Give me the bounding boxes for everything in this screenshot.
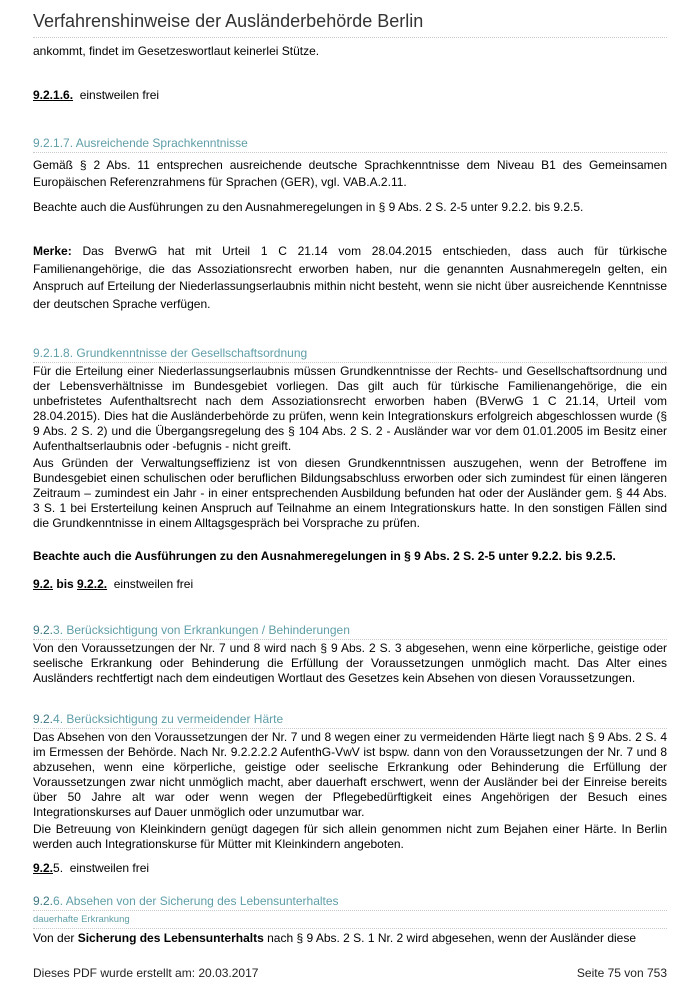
text-before: Von der [33, 931, 75, 945]
paragraph-lebensunterhalt [33, 930, 667, 947]
section-text: einstweilen frei [69, 861, 150, 875]
range-start: 9.2. [33, 577, 54, 591]
heading-9-2-6 [33, 894, 667, 911]
paragraph-haerte: Das Absehen von den Voraussetzungen der Nr. 7 und 8 wegen einer zu vermeidenden Härte liegt nach § 9 Abs. 2 S. 4 im Ermessen der Behörde. Nach Nr. 9.2.2.2.2 AufenthG-VwV ist bspw. dann von den Voraussetzungen der Nr. 7 und 8 abzusehen, wenn eine körperliche, geistige oder seelische Erkrankung oder Behinderung die Erfüllung der Voraussetzungen zwar nicht unmöglich macht, aber dauerhaft erschwert, wenn der Ausländer bei der Einreise bereits über 50 Jahre alt war oder wenn wegen der Pflegebedürftigkeit eines Angehörigen der Besuch eines Integrationskurses auf Dauer unmöglich oder unzumutbar war. [33, 730, 667, 819]
heading-number: 9.2. [33, 894, 54, 908]
section-9-2-to-9-2-2 [33, 576, 667, 593]
section-text: einstweilen frei [79, 88, 160, 102]
section-9-2-1-6 [33, 87, 667, 104]
note-text: Das BverwG hat mit Urteil 1 C 21.14 vom 28.04.2015 entschieden, dass auch für türkische Familienangehörige, die das Assoziationsrecht erworben haben, nur die genannten Ausnahmeregeln gelten, ein Anspruch auf Erteilung der Niederlassungserlaubnis mithin nicht besteht, wenn sie nicht über ausreichende Kenntnisse der deutschen Sprache verfügen. [33, 244, 667, 311]
range-bis: bis [56, 577, 74, 591]
subheading-dauerhafte-erkrankung: dauerhafte Erkrankung [33, 914, 667, 929]
footer-page-number: Seite 75 von 753 [576, 966, 667, 980]
paragraph-sprachkenntnisse: Gemäß § 2 Abs. 11 entsprechen ausreichende deutsche Sprachkenntnisse dem Niveau B1 des Gemeinsamen Europäischen Referenzrahmens für Sprachen (GER), vgl. VAB.A.2.11. [33, 158, 667, 189]
heading-title: 4. Berücksichtigung zu vermeidender Härte [53, 712, 284, 726]
heading-9-2-4 [33, 712, 667, 729]
section-9-2-5 [33, 860, 667, 877]
heading-9-2-1-7: 9.2.1.7. Ausreichende Sprachkenntnisse [33, 136, 667, 153]
page-title: Verfahrenshinweise der Ausländerbehörde Berlin [33, 11, 424, 31]
heading-9-2-3 [33, 623, 667, 640]
heading-9-2-1-8: 9.2.1.8. Grundkenntnisse der Gesellschaftsordnung [33, 346, 667, 363]
range-end: 9.2.2. [77, 577, 108, 591]
footer-created-date: Dieses PDF wurde erstellt am: 20.03.2017 [33, 966, 259, 980]
title-divider [33, 37, 667, 38]
range-text: einstweilen frei [113, 577, 194, 591]
note-merke [33, 243, 667, 313]
text-after: nach § 9 Abs. 2 S. 1 Nr. 2 wird abgesehen, wenn der Ausländer diese [267, 931, 637, 945]
paragraph-erkrankungen: Von den Voraussetzungen der Nr. 7 und 8 wird nach § 9 Abs. 2 S. 3 abgesehen, wenn eine körperliche, geistige oder seelische Erkrankung oder Behinderung die Erfüllung der Voraussetzungen unmöglich macht. Das Alter eines Ausländers rechtfertigt nach dem eindeutigen Wortlaut des Gesetzes kein Absehen von diesen Voraussetzungen. [33, 641, 667, 685]
section-number: 9.2. [33, 861, 54, 875]
section-number-suffix: 5. [53, 861, 64, 875]
heading-number: 9.2. [33, 623, 54, 637]
paragraph-kleinkinder: Die Betreuung von Kleinkindern genügt dagegen für sich allein genommen nicht zum Bejahen einer Härte. In Berlin werden auch Integrationskurse für Mütter mit Kleinkindern angeboten. [33, 822, 667, 851]
paragraph-grundkenntnisse: Für die Erteilung einer Niederlassungserlaubnis müssen Grundkenntnisse der Rechts- und Gesellschaftsordnung und der Lebensverhältnisse im Bundesgebiet vorliegen. Das gilt auch für türkische Familienangehörige, die ein unbefristetes Aufenthaltsrecht nach dem Assoziationsrecht erworben haben (BVerwG 1 C 21.14, Urteil vom 28.04.2015). Dies hat die Ausländerbehörde zu prüfen, wenn kein Integrationskurs erfolgreich abgeschlossen wurde (§ 9 Abs. 2 S. 2) und die Übergangsregelung des § 104 Abs. 2 S. 2 - Ausländer war vor dem 01.01.2005 im Besitz einer Aufenthaltserlaubnis oder -befugnis - nicht greift. [33, 364, 667, 453]
paragraph-verwaltungseffizienz: Aus Gründen der Verwaltungseffizienz ist von diesen Grundkenntnissen auszugehen, wenn der Betroffene im Bundesgebiet einen schulischen oder beruflichen Bildungsabschluss erworben oder sich zumindest für einen längeren Zeitraum – zumindest ein Jahr - in einer entsprechenden Ausbildung befunden hat oder der Ausländer gem. § 44 Abs. 3 S. 1 bei Ersterteilung keinen Anspruch auf Teilnahme an einem Integrationskurs hatte. In den sonstigen Fällen sind die Grundkenntnisse in einem Alltagsgespräch bei Vorsprache zu prüfen. [33, 456, 667, 530]
intro-text: ankommt, findet im Gesetzeswortlaut keinerlei Stütze. [33, 44, 320, 58]
text-bold: Sicherung des Lebensunterhalts [77, 931, 264, 945]
heading-title: 6. Absehen von der Sicherung des Lebensunterhaltes [53, 894, 339, 908]
note-label: Merke: [33, 244, 72, 258]
paragraph-ausnahmeregelungen: Beachte auch die Ausführungen zu den Ausnahmeregelungen in § 9 Abs. 2 S. 2-5 unter 9.2.2. bis 9.2.5. [33, 200, 584, 214]
section-number: 9.2.1.6. [33, 88, 74, 102]
heading-number: 9.2. [33, 712, 54, 726]
heading-title: 3. Berücksichtigung von Erkrankungen / Behinderungen [53, 623, 350, 637]
bold-note-ausnahmeregelungen: Beachte auch die Ausführungen zu den Ausnahmeregelungen in § 9 Abs. 2 S. 2-5 unter 9.2.2. bis 9.2.5. [33, 549, 616, 563]
